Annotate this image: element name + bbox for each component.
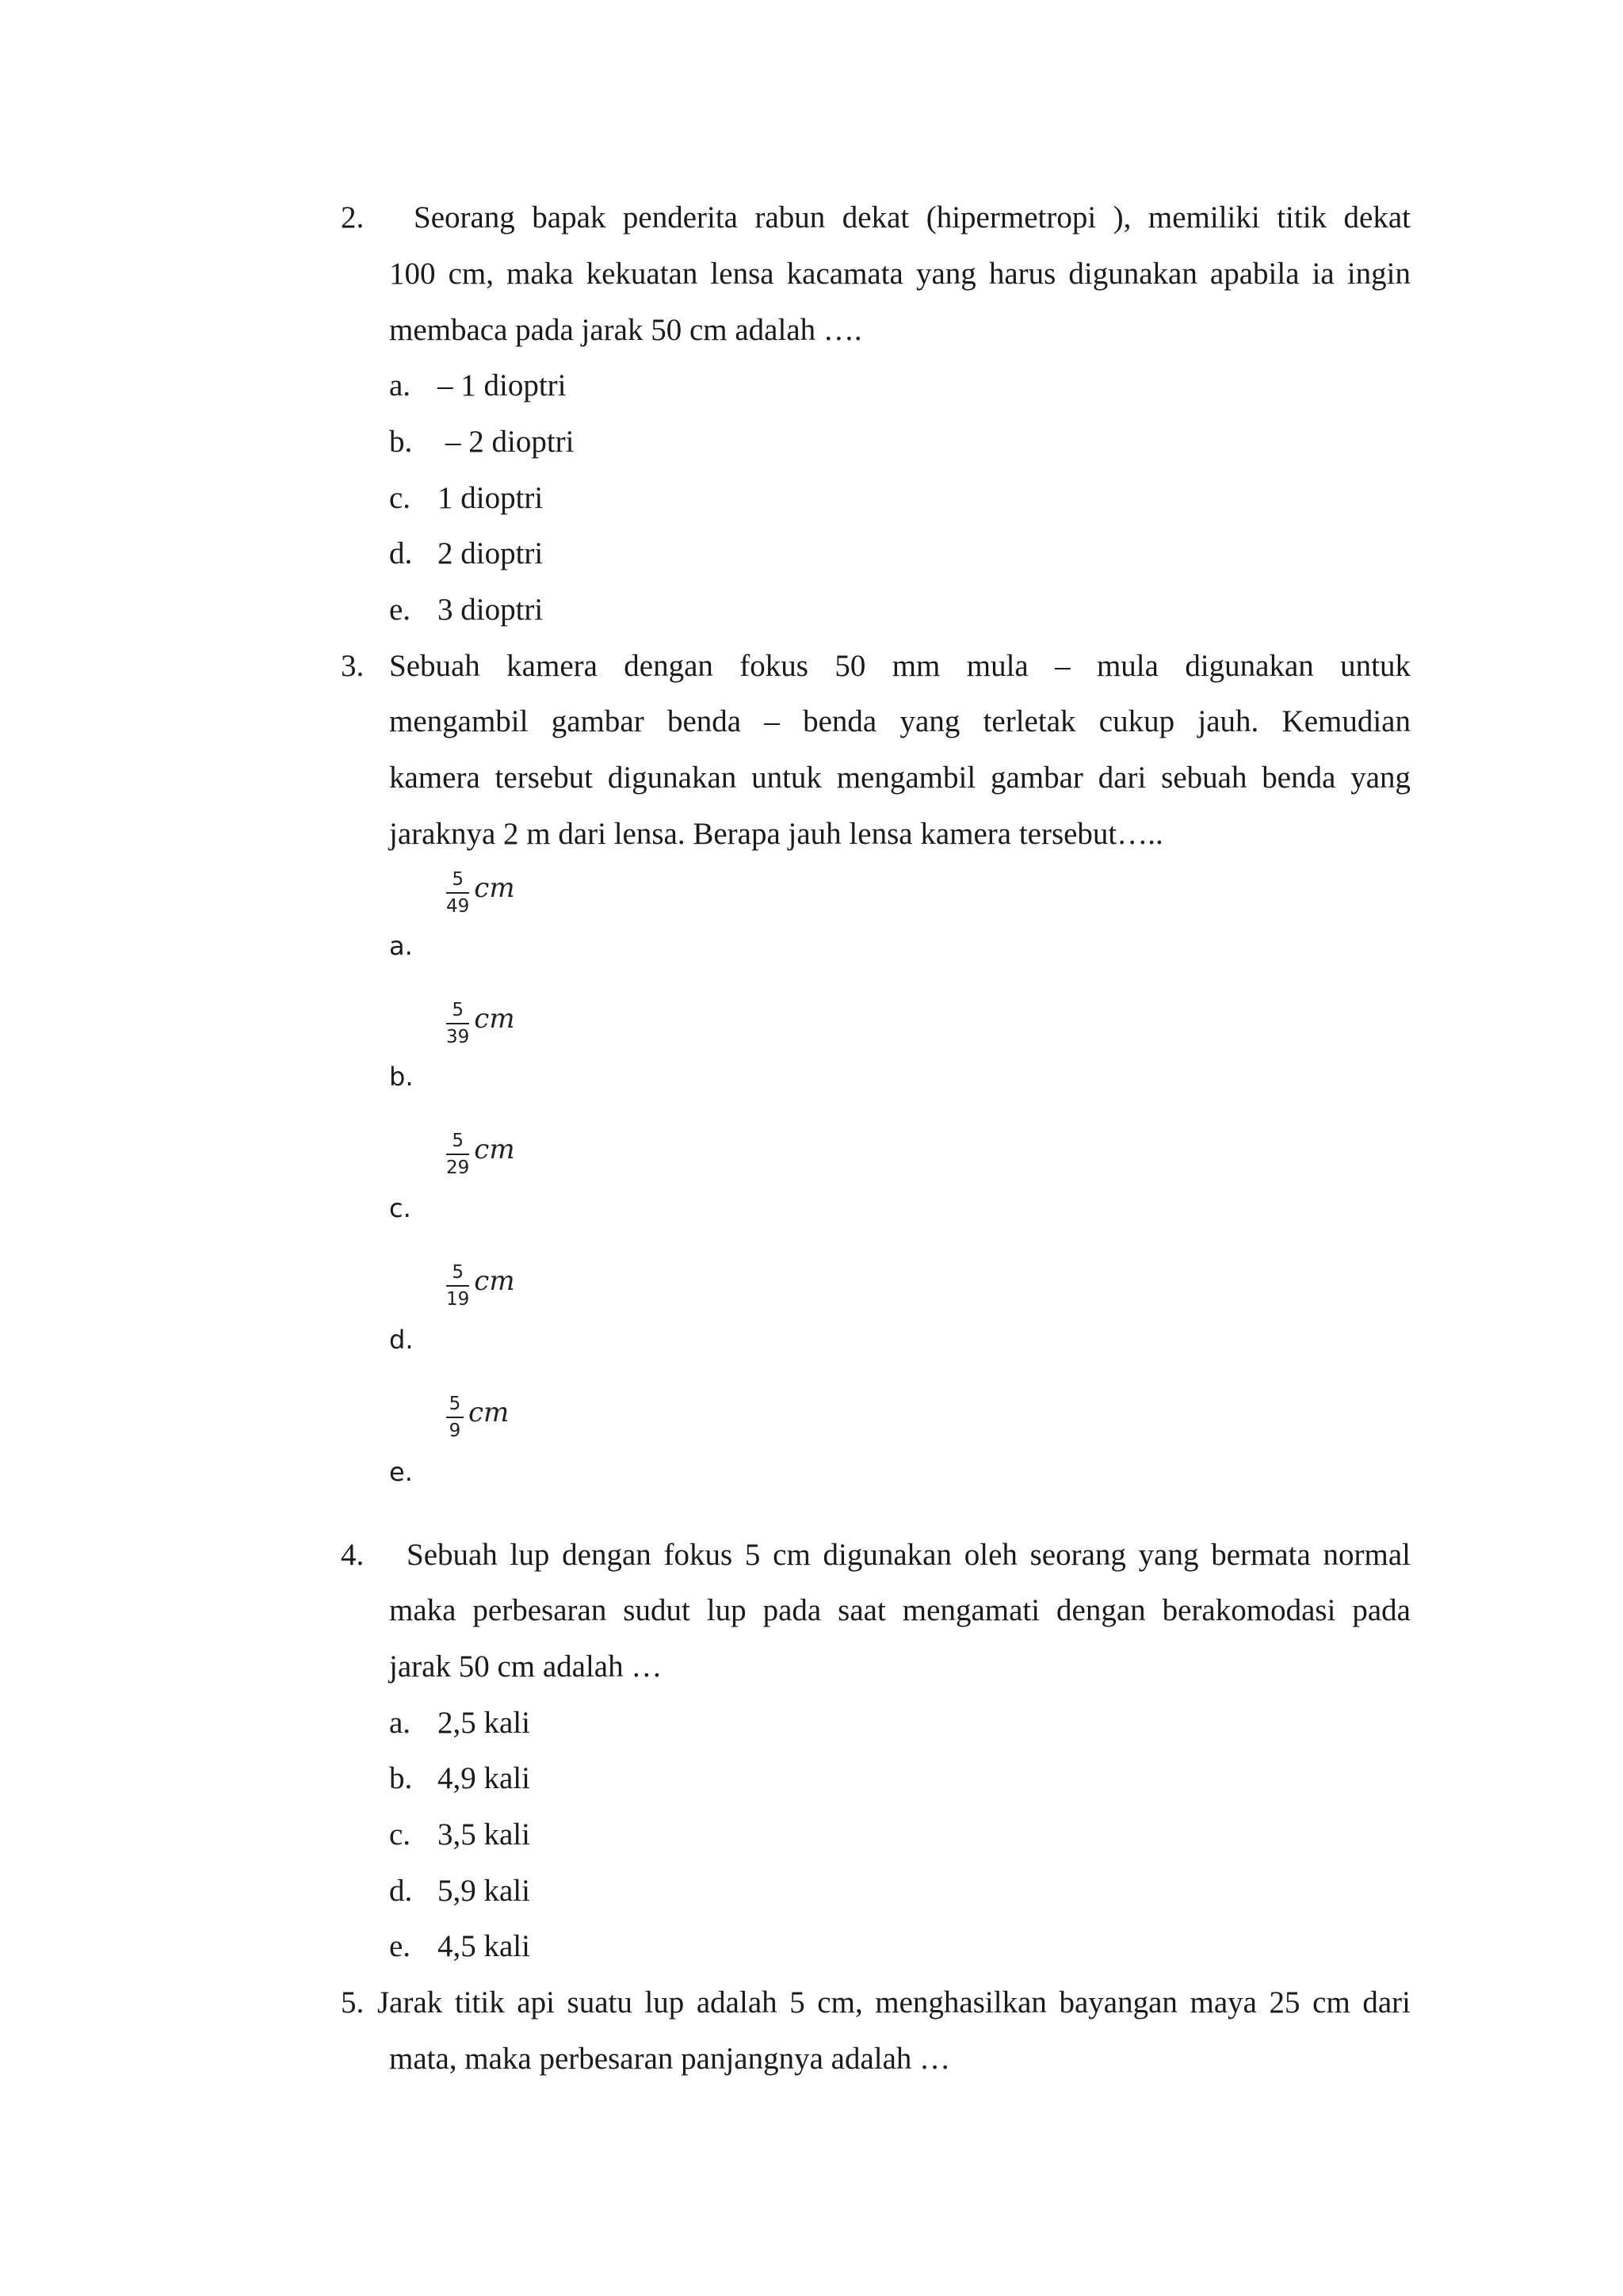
question-text-line: Sebuah lup dengan fokus 5 cm digunakan oleh seorang yang bermata normal — [407, 1538, 1411, 1572]
question-text-line: mata, maka perbesaran panjangnya adalah … — [389, 2042, 951, 2076]
fraction-bar — [446, 892, 469, 894]
fraction-unit: cm — [474, 1003, 515, 1035]
option-text: 3 dioptri — [437, 593, 544, 627]
option-text: 4,5 kali — [437, 1929, 530, 1963]
fraction-numerator: 5 — [452, 1000, 464, 1020]
fraction-numerator: 5 — [452, 869, 464, 890]
option-letter: a. — [389, 368, 411, 402]
question-number: 5. — [341, 1985, 365, 2019]
option-letter: b. — [389, 1062, 414, 1092]
fraction-option — [446, 1385, 509, 1450]
fraction-denominator: 9 — [449, 1421, 461, 1441]
fraction-unit: cm — [468, 1397, 510, 1428]
question-number: 2. — [341, 200, 365, 235]
option-letter: e. — [389, 1457, 413, 1487]
question-text-line: mengambil gambar benda – benda yang terletak cukup jauh. Kemudian — [389, 704, 1411, 738]
option-letter: a. — [389, 931, 413, 961]
option-text: 1 dioptri — [437, 481, 544, 515]
question-text-line: membaca pada jarak 50 cm adalah …. — [389, 313, 862, 347]
question-text-line: Seorang bapak penderita rabun dekat (hipermetropi ), memiliki titik dekat — [414, 200, 1411, 235]
option-letter: d. — [389, 1325, 414, 1355]
fraction-numerator: 5 — [449, 1394, 461, 1414]
option-text: – 2 dioptri — [445, 425, 575, 459]
option-letter: b. — [389, 425, 413, 459]
question-text-line: Sebuah kamera dengan fokus 50 mm mula – mula digunakan untuk — [389, 649, 1411, 683]
fraction-numerator: 5 — [452, 1262, 464, 1283]
option-letter: c. — [389, 481, 411, 515]
fraction-numerator: 5 — [452, 1131, 464, 1151]
option-letter: a. — [389, 1706, 411, 1740]
option-text: 2,5 kali — [437, 1706, 530, 1740]
option-text: 3,5 kali — [437, 1817, 530, 1852]
question-text-line: jaraknya 2 m dari lensa. Berapa jauh lensa kamera tersebut….. — [389, 817, 1163, 851]
fraction-denominator: 39 — [446, 1027, 470, 1047]
option-text: 2 dioptri — [437, 536, 544, 570]
option-text: 4,9 kali — [437, 1761, 530, 1795]
fraction-denominator: 49 — [446, 896, 470, 917]
question-text-line: 100 cm, maka kekuatan lensa kacamata yang harus digunakan apabila ia ingin — [389, 257, 1411, 291]
option-letter: c. — [389, 1193, 411, 1223]
fraction-unit: cm — [474, 1265, 515, 1297]
fraction-option — [446, 860, 515, 925]
question-number: 4. — [341, 1538, 365, 1572]
fraction-bar — [446, 1285, 469, 1287]
option-letter: c. — [389, 1817, 411, 1852]
option-text: – 1 dioptri — [437, 368, 567, 402]
question-text-line: kamera tersebut digunakan untuk mengambil gambar dari sebuah benda yang — [389, 761, 1411, 795]
option-letter: e. — [389, 1929, 411, 1963]
fraction-bar — [446, 1417, 464, 1418]
question-text-line: Jarak titik api suatu lup adalah 5 cm, menghasilkan bayangan maya 25 cm dari — [377, 1985, 1411, 2019]
fraction-unit: cm — [474, 1134, 515, 1165]
option-letter: d. — [389, 536, 413, 570]
option-letter: e. — [389, 593, 411, 627]
fraction-unit: cm — [474, 872, 515, 904]
option-letter: b. — [389, 1761, 413, 1795]
fraction-option — [446, 1253, 515, 1318]
fraction-denominator: 29 — [446, 1158, 470, 1178]
option-letter: d. — [389, 1874, 413, 1908]
fraction-bar — [446, 1154, 469, 1155]
question-number: 3. — [341, 649, 365, 683]
question-text-line: maka perbesaran sudut lup pada saat mengamati dengan berakomodasi pada — [389, 1593, 1411, 1627]
option-text: 5,9 kali — [437, 1874, 530, 1908]
fraction-denominator: 19 — [446, 1289, 470, 1310]
fraction-bar — [446, 1023, 469, 1024]
question-text-line: jarak 50 cm adalah … — [389, 1650, 663, 1684]
fraction-option — [446, 1122, 515, 1187]
fraction-option — [446, 991, 515, 1056]
